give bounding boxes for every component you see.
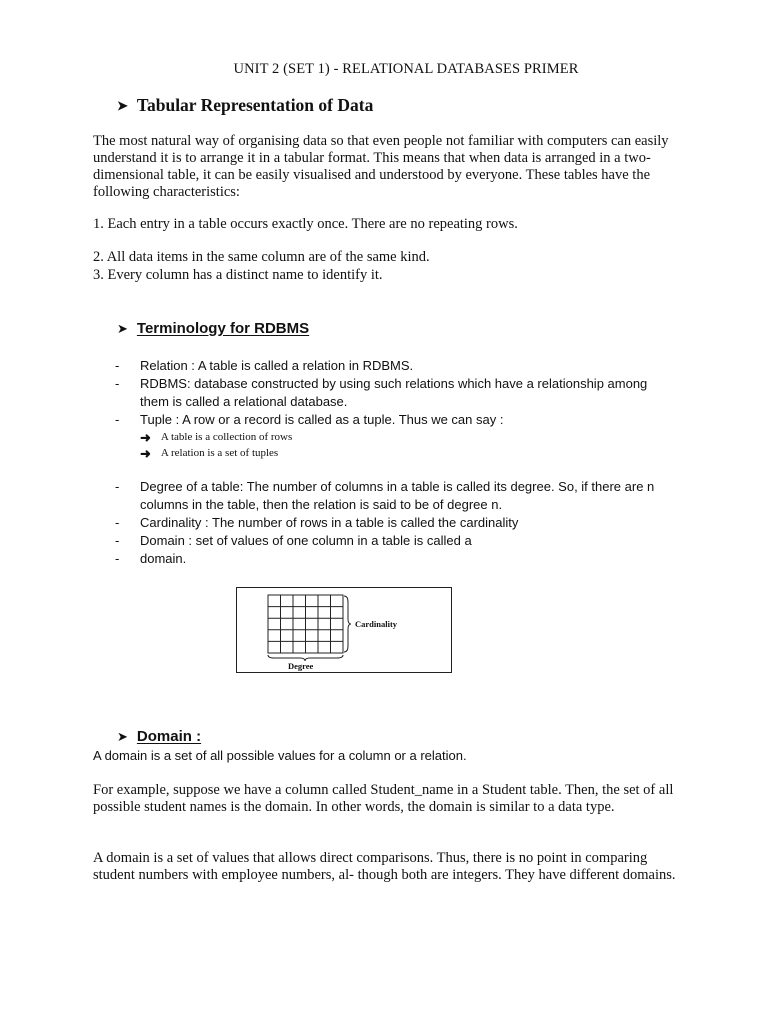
list-item: - Tuple : A row or a record is called as a tuple. Thus we can say : [115, 412, 504, 427]
document-title: UNIT 2 (SET 1) - RELATIONAL DATABASES PRIMER [233, 61, 579, 77]
list-item: - Domain : set of values of one column in a table is called a [115, 533, 472, 548]
degree-cardinality-diagram [236, 587, 452, 673]
heading-text: Tabular Representation of Data [136, 95, 374, 115]
arrowhead-bullet-icon: ➤ [117, 98, 128, 113]
list-item: - Relation : A table is called a relation in RDBMS. [115, 358, 414, 373]
domain-definition: A domain is a set of all possible values for a column or a relation. [93, 748, 467, 763]
arrowhead-bullet-icon: ➤ [117, 321, 128, 336]
heading-domain [117, 728, 201, 745]
degree-label: Degree [288, 661, 314, 671]
heading-terminology [117, 320, 309, 337]
list-item: - RDBMS: database constructed by using such relations which have a relationship among them is called a relational database. [115, 376, 648, 409]
characteristic-2: 2. All data items in the same column are of the same kind. [93, 249, 430, 265]
heading-text: Terminology for RDBMS [136, 320, 310, 337]
terminology-list-2 [115, 478, 675, 568]
table-grid-figure [237, 588, 453, 674]
heading-text: Domain : [136, 728, 202, 745]
sub-list-item: ➜ A table is a collection of rows [140, 429, 293, 445]
list-item: - Degree of a table: The number of columns in a table is called its degree. So, if there are n columns in the table, then the relation is said to be of degree n. [115, 479, 655, 512]
terminology-list [115, 357, 675, 461]
list-item: - Cardinality : The number of rows in a table is called the cardinality [115, 515, 519, 530]
list-item: - domain. [115, 551, 187, 566]
domain-comparison-paragraph: A domain is a set of values that allows direct comparisons. Thus, there is no point in comparing student numbers with employee numbers, al- though both are integers. They have different domains. [93, 850, 676, 883]
characteristic-3: 3. Every column has a distinct name to identify it. [93, 267, 383, 283]
right-arrow-icon: ➜ [140, 429, 151, 445]
cardinality-label: Cardinality [355, 619, 398, 629]
domain-example-paragraph: For example, suppose we have a column called Student_name in a Student table. Then, the set of all possible student names is the domain. In other words, the domain is similar to a data type. [93, 782, 674, 815]
arrowhead-bullet-icon: ➤ [117, 729, 128, 744]
heading-tabular-representation [117, 95, 373, 116]
sub-list-item: ➜ A relation is a set of tuples [140, 445, 279, 461]
intro-paragraph: The most natural way of organising data so that even people not familiar with computers can easily understand it is to arrange it in a tabular format. This means that when data is arranged in a two-dimensional table, it can be easily visualised and understood by everyone. These tables have the following characteristics: [93, 133, 669, 200]
characteristic-1: 1. Each entry in a table occurs exactly once. There are no repeating rows. [93, 216, 518, 232]
right-arrow-icon: ➜ [140, 445, 151, 461]
